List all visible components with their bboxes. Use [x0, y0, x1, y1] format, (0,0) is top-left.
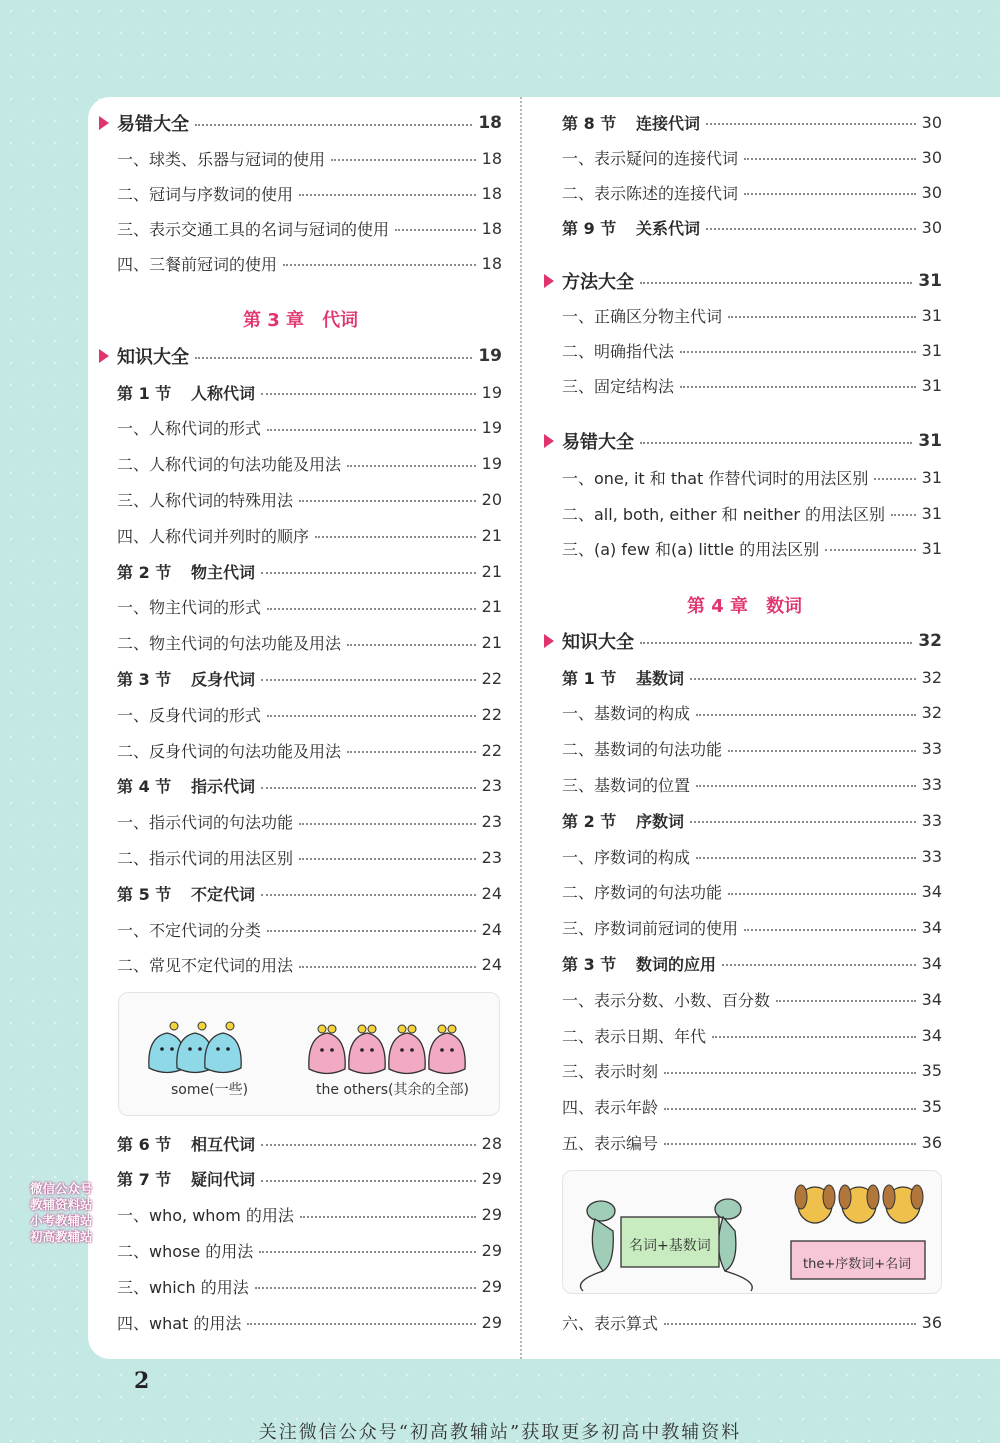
page-ref: 29 [481, 1312, 502, 1332]
section-title: 人称代词 [191, 383, 256, 403]
item-title: 二、反身代词的句法功能及用法 [117, 741, 342, 761]
page-ref: 24 [481, 883, 502, 903]
page-ref: 34 [921, 882, 942, 902]
dot-leader [315, 536, 476, 538]
page-ref: 33 [921, 774, 942, 794]
dot-leader [706, 123, 916, 125]
dot-leader [300, 1216, 476, 1218]
page-ref: 24 [481, 919, 502, 939]
dot-leader [299, 858, 476, 860]
footer-text: 关注微信公众号“初高教辅站”获取更多初高中教辅资料 [258, 1422, 742, 1443]
page-ref: 30 [921, 217, 942, 237]
page-ref: 21 [481, 597, 502, 617]
toc-item[interactable] [117, 450, 502, 478]
page-ref: 22 [481, 704, 502, 724]
toc-item[interactable] [117, 485, 502, 513]
section-title: 反身代词 [191, 669, 256, 689]
toc-heading-knowledge[interactable]: 知识大全 19 [117, 342, 502, 370]
toc-item[interactable]: 二、冠词与序数词的使用 18 [117, 183, 502, 204]
toc-item[interactable]: 六、表示算式 36 [562, 1312, 942, 1333]
section-number: 第 3 节 [117, 669, 172, 689]
column-divider [520, 97, 522, 1359]
page-ref: 36 [921, 1132, 942, 1152]
dot-leader [664, 1108, 916, 1110]
item-title: 三、序数词前冠词的使用 [562, 919, 739, 939]
section-number: 第 3 节 [562, 954, 617, 974]
page-ref: 34 [921, 989, 942, 1009]
section-number: 第 7 节 [117, 1170, 172, 1190]
page-ref: 32 [921, 667, 942, 687]
toc-heading-errors-2[interactable]: 易错大全 31 [562, 427, 942, 455]
caption-the-others: the others(其余的全部) [316, 1082, 469, 1098]
toc-item[interactable] [562, 770, 942, 798]
dot-leader [347, 751, 476, 753]
page-ref: 34 [921, 1025, 942, 1045]
dot-leader [261, 1144, 476, 1146]
page-ref: 28 [481, 1133, 502, 1153]
toc-item[interactable] [562, 1128, 942, 1156]
item-title: 四、人称代词并列时的顺序 [117, 526, 310, 546]
page-ref: 33 [921, 846, 942, 866]
toc-item[interactable] [562, 699, 942, 727]
section-number: 第 1 节 [117, 383, 172, 403]
toc-item[interactable] [117, 1308, 502, 1336]
triangle-bullet-icon [99, 116, 109, 130]
toc-item[interactable]: 四、三餐前冠词的使用 18 [117, 253, 502, 274]
item-title: 三、which 的用法 [117, 1277, 249, 1297]
dot-leader [261, 679, 476, 681]
page-ref: 21 [481, 525, 502, 545]
dot-leader [744, 193, 916, 195]
dot-leader [664, 1143, 916, 1145]
dot-leader [690, 678, 916, 680]
page-ref: 23 [481, 812, 502, 832]
toc-item[interactable] [117, 1272, 502, 1300]
item-title: 一、人称代词的形式 [117, 419, 262, 439]
toc-section[interactable] [562, 806, 942, 834]
mice-dogs-illustration [563, 1171, 943, 1295]
toc-section[interactable] [117, 879, 502, 907]
toc-item[interactable] [562, 143, 942, 171]
toc-item[interactable] [562, 1093, 942, 1121]
toc-item[interactable] [562, 878, 942, 906]
section-number: 第 9 节 [562, 218, 617, 238]
toc-item[interactable] [562, 735, 942, 763]
section-title: 疑问代词 [191, 1170, 256, 1190]
toc-item[interactable] [117, 736, 502, 764]
illustration-numerals [562, 1170, 942, 1294]
dot-leader [267, 429, 476, 431]
page-ref: 30 [921, 147, 942, 167]
toc-section[interactable] [117, 1129, 502, 1157]
dot-leader [261, 894, 476, 896]
sign-noun-cardinal: 名词+基数词 [629, 1238, 711, 1254]
dot-leader [706, 228, 916, 230]
dot-leader [696, 857, 916, 859]
dot-leader [664, 1072, 916, 1074]
item-title: 一、表示疑问的连接代词 [562, 148, 739, 168]
toc-item[interactable]: 一、one, it 和 that 作替代词时的用法区别 31 [562, 467, 942, 488]
dot-leader [261, 572, 476, 574]
section-title: 相互代词 [191, 1134, 256, 1154]
page-number: 2 [134, 1368, 150, 1394]
page-ref: 22 [481, 740, 502, 760]
page-ref: 21 [481, 561, 502, 581]
toc-item[interactable] [117, 700, 502, 728]
page-ref: 29 [481, 1205, 502, 1225]
page-ref: 20 [481, 489, 502, 509]
dot-leader [299, 966, 476, 968]
dot-leader [744, 929, 916, 931]
page-ref: 32 [921, 703, 942, 723]
page-ref: 19 [481, 382, 502, 402]
watermark-stamp: 微信公众号 教辅资料站 小考教辅站 初高教辅站 [30, 1181, 93, 1244]
page-ref: 22 [481, 668, 502, 688]
dot-leader [261, 1180, 476, 1182]
toc-item[interactable]: 二、明确指代法 31 [562, 340, 942, 361]
dot-leader [247, 1323, 475, 1325]
triangle-bullet-icon [544, 274, 554, 288]
section-number: 第 8 节 [562, 113, 617, 133]
dot-leader [347, 644, 476, 646]
section-number: 第 1 节 [562, 668, 617, 688]
toc-section[interactable] [117, 378, 502, 406]
page-ref: 34 [921, 918, 942, 938]
page-ref: 24 [481, 955, 502, 975]
dot-leader [267, 608, 476, 610]
item-title: 二、表示日期、年代 [562, 1026, 707, 1046]
dot-leader [728, 893, 916, 895]
triangle-bullet-icon [544, 434, 554, 448]
item-title: 三、人称代词的特殊用法 [117, 490, 294, 510]
section-title: 数词的应用 [636, 954, 717, 974]
toc-item[interactable] [562, 914, 942, 942]
item-title: 四、表示年龄 [562, 1098, 659, 1118]
item-title: 三、表示时刻 [562, 1062, 659, 1082]
item-title: 二、常见不定代词的用法 [117, 956, 294, 976]
dot-leader [299, 500, 476, 502]
dot-leader [261, 393, 476, 395]
toc-item[interactable] [117, 1201, 502, 1229]
toc-section[interactable] [562, 663, 942, 691]
dot-leader [347, 465, 476, 467]
triangle-bullet-icon [99, 349, 109, 363]
section-number: 第 2 节 [562, 811, 617, 831]
dot-leader [261, 787, 476, 789]
toc-section[interactable] [562, 949, 942, 977]
dot-leader [744, 158, 916, 160]
toc-item[interactable] [117, 629, 502, 657]
item-title: 一、who, whom 的用法 [117, 1206, 294, 1226]
item-title: 一、基数词的构成 [562, 704, 691, 724]
toc-section[interactable] [117, 772, 502, 800]
dot-leader [267, 715, 476, 717]
section-number: 第 4 节 [117, 777, 172, 797]
dot-leader [728, 750, 916, 752]
page-ref: 33 [921, 810, 942, 830]
item-title: 一、物主代词的形式 [117, 598, 262, 618]
page-ref: 23 [481, 847, 502, 867]
caption-some: some(一些) [171, 1082, 249, 1098]
chapter-title-3[interactable]: 第 3 章 代词 [243, 310, 359, 331]
item-title: 二、指示代词的用法区别 [117, 848, 294, 868]
item-title: 一、序数词的构成 [562, 847, 691, 867]
item-title: 一、指示代词的句法功能 [117, 813, 294, 833]
section-number: 第 2 节 [117, 562, 172, 582]
toc-section[interactable] [117, 1165, 502, 1193]
item-title: 二、物主代词的句法功能及用法 [117, 634, 342, 654]
item-title: 五、表示编号 [562, 1133, 659, 1153]
item-title: 一、反身代词的形式 [117, 705, 262, 725]
dot-leader [712, 1036, 916, 1038]
item-title: 一、表示分数、小数、百分数 [562, 990, 771, 1010]
page-ref: 29 [481, 1240, 502, 1260]
toc-heading-methods[interactable]: 方法大全 31 [562, 267, 942, 295]
section-title: 指示代词 [191, 777, 256, 797]
toc-item[interactable] [117, 1236, 502, 1264]
page-ref: 29 [481, 1276, 502, 1296]
toc-section[interactable] [562, 108, 942, 136]
page-ref: 21 [481, 633, 502, 653]
page-ref: 30 [921, 112, 942, 132]
page-ref: 19 [481, 418, 502, 438]
section-title: 序数词 [636, 811, 685, 831]
dot-leader [267, 930, 476, 932]
toc-section[interactable] [562, 213, 942, 241]
section-title: 连接代词 [636, 113, 701, 133]
toc-item[interactable] [562, 178, 942, 206]
toc-item[interactable]: 一、球类、乐器与冠词的使用 18 [117, 148, 502, 169]
toc-item[interactable] [117, 808, 502, 836]
toc-item[interactable] [117, 414, 502, 442]
dot-leader [776, 1000, 916, 1002]
section-title: 关系代词 [636, 218, 701, 238]
dot-leader [722, 964, 916, 966]
section-number: 第 5 节 [117, 884, 172, 904]
toc-item[interactable] [562, 1021, 942, 1049]
page-ref: 23 [481, 776, 502, 796]
section-number: 第 6 节 [117, 1134, 172, 1154]
section-title: 物主代词 [191, 562, 256, 582]
dot-leader [696, 785, 916, 787]
dot-leader [259, 1251, 475, 1253]
toc-section[interactable] [117, 557, 502, 585]
illustration-some-others [118, 992, 500, 1116]
toc-heading-errors[interactable]: 易错大全 18 [117, 109, 502, 137]
page-ref: 19 [481, 454, 502, 474]
toc-item[interactable]: 一、正确区分物主代词 31 [562, 305, 942, 326]
toc-item[interactable]: 三、(a) few 和(a) little 的用法区别 31 [562, 538, 942, 559]
item-title: 四、what 的用法 [117, 1313, 242, 1333]
item-title: 二、表示陈述的连接代词 [562, 183, 739, 203]
toc-heading-knowledge-2[interactable]: 知识大全 32 [562, 627, 942, 655]
page-ref: 29 [481, 1169, 502, 1189]
toc-item[interactable]: 二、all, both, either 和 neither 的用法区别 31 [562, 503, 942, 524]
dot-leader [696, 714, 916, 716]
toc-item[interactable] [562, 842, 942, 870]
page-ref: 35 [921, 1061, 942, 1081]
page-ref: 30 [921, 182, 942, 202]
chapter-title-4[interactable]: 第 4 章 数词 [687, 596, 803, 617]
toc-item[interactable] [117, 521, 502, 549]
toc-item[interactable] [117, 843, 502, 871]
section-title: 基数词 [636, 668, 685, 688]
page-ref: 35 [921, 1097, 942, 1117]
toc-item[interactable] [117, 593, 502, 621]
item-title: 一、不定代词的分类 [117, 920, 262, 940]
page-ref: 33 [921, 739, 942, 759]
dot-leader [690, 821, 916, 823]
toc-section[interactable] [117, 664, 502, 692]
page-ref: 34 [921, 953, 942, 973]
toc-item[interactable]: 三、固定结构法 31 [562, 375, 942, 396]
toc-item[interactable] [562, 985, 942, 1013]
item-title: 二、序数词的句法功能 [562, 883, 723, 903]
item-title: 二、基数词的句法功能 [562, 740, 723, 760]
toc-item[interactable] [117, 915, 502, 943]
toc-item[interactable] [562, 1057, 942, 1085]
dot-leader [299, 823, 476, 825]
dot-leader [255, 1287, 476, 1289]
item-title: 二、人称代词的句法功能及用法 [117, 455, 342, 475]
triangle-bullet-icon [544, 634, 554, 648]
item-title: 二、whose 的用法 [117, 1241, 254, 1261]
toc-item[interactable]: 三、表示交通工具的名词与冠词的使用 18 [117, 218, 502, 239]
toc-item[interactable] [117, 951, 502, 979]
sign-the-ordinal-noun: the+序数词+名词 [803, 1257, 912, 1272]
section-title: 不定代词 [191, 884, 256, 904]
item-title: 三、基数词的位置 [562, 775, 691, 795]
